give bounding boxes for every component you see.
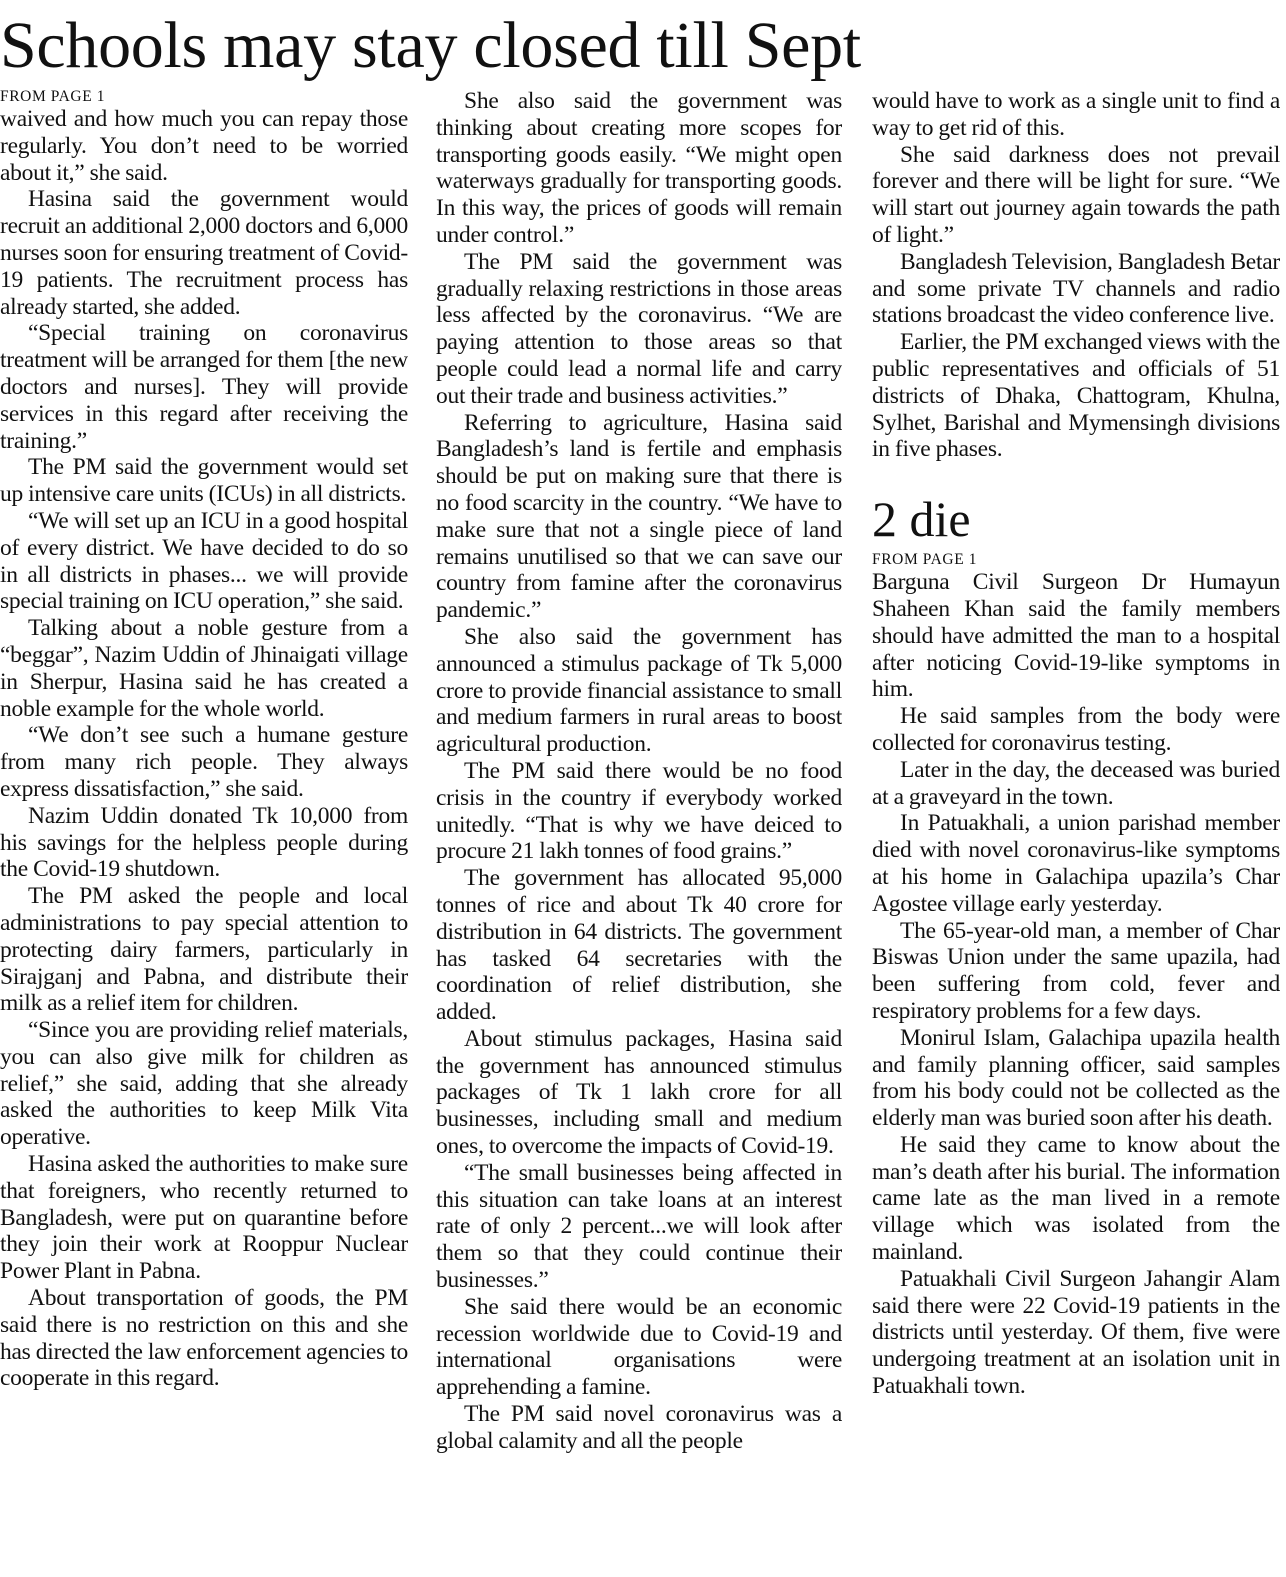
- article-paragraph: Nazim Uddin donated Tk 10,000 from his savings for the helpless people during the Covid-19 shutdown.: [0, 802, 408, 883]
- article-paragraph: Bangladesh Television, Bangladesh Betar and some private TV channels and radio stations broadcast the video conference live.: [872, 248, 1280, 329]
- article-paragraph: He said samples from the body were collected for coronavirus testing.: [872, 703, 1280, 756]
- article-paragraph: She said darkness does not prevail forever and there will be light for sure. “We will start out journey again towards the path of light.”: [872, 141, 1280, 248]
- article-paragraph: She also said the government has announced a stimulus package of Tk 5,000 crore to provide financial assistance to small and medium farmers in rural areas to boost agricultural production.: [436, 623, 842, 758]
- article-paragraph: Monirul Islam, Galachipa upazila health and family planning officer, said samples from his body could not be collected as the elderly man was buried soon after his death.: [872, 1024, 1280, 1132]
- page-headline: Schools may stay closed till Sept: [0, 9, 861, 82]
- article-paragraph: “Since you are providing relief materials, you can also give milk for children as relief,” she said, adding that she already asked the authorities to keep Milk Vita operative.: [0, 1017, 408, 1151]
- story-headline: 2 die: [872, 491, 971, 548]
- article-column-1: [0, 88, 408, 1577]
- article-paragraph: “Special training on coronavirus treatment will be arranged for them [the new doctors and nurses]. They will provide services in this regard after receiving the training.”: [0, 320, 408, 454]
- article-paragraph: Patuakhali Civil Surgeon Jahangir Alam said there were 22 Covid-19 patients in the districts until yesterday. Of them, five were undergoing treatment at an isolation unit in Patuakhali town.: [872, 1265, 1280, 1400]
- article-paragraph: The PM said there would be no food crisis in the country if everybody worked unitedly. “That is why we have deiced to procure 21 lakh tonnes of food grains.”: [436, 757, 842, 865]
- article-paragraph: would have to work as a single unit to find a way to get rid of this.: [872, 88, 1280, 141]
- article-paragraph: “We will set up an ICU in a good hospital of every district. We have decided to do so in all districts in phases... we will provide special training on ICU operation,” she said.: [0, 507, 408, 615]
- article-paragraph: About stimulus packages, Hasina said the government has announced stimulus packages of Tk 1 lakh crore for all businesses, including small and medium ones, to overcome the impacts of Covid-19.: [436, 1025, 842, 1160]
- article-paragraph: Hasina said the government would recruit an additional 2,000 doctors and 6,000 nurses soon for ensuring treatment of Covid-19 patients. The recruitment process has already started, she added.: [0, 186, 408, 320]
- article-paragraph: The PM said the government would set up intensive care units (ICUs) in all districts.: [0, 454, 408, 508]
- article-paragraph: She said there would be an economic recession worldwide due to Covid-19 and international organisations were apprehending a famine.: [436, 1293, 842, 1401]
- article-paragraph: Earlier, the PM exchanged views with the public representatives and officials of 51 districts of Dhaka, Chattogram, Khulna, Sylhet, Barishal and Mymensingh divisions in five phases.: [872, 329, 1280, 463]
- article-paragraph: Hasina asked the authorities to make sure that foreigners, who recently returned to Bangladesh, were put on quarantine before they join their work at Rooppur Nuclear Power Plant in Pabna.: [0, 1151, 408, 1285]
- article-paragraph: In Patuakhali, a union parishad member died with novel coronavirus-like symptoms at his home in Galachipa upazila’s Char Agostee village early yesterday.: [872, 810, 1280, 917]
- article-column-3: [872, 88, 1280, 1577]
- article-paragraph: The government has allocated 95,000 tonnes of rice and about Tk 40 crore for distribution in 64 districts. The government has tasked 64 secretaries with the coordination of relief distribution, she added.: [436, 865, 842, 1026]
- article-paragraph: Referring to agriculture, Hasina said Bangladesh’s land is fertile and emphasis should be put on making sure that there is no food scarcity in the country. “We have to make sure that not a single piece of land remains unutilised so that we can save our country from famine after the coronavirus pandemic.”: [436, 409, 842, 624]
- article-paragraph: Barguna Civil Surgeon Dr Humayun Shaheen Khan said the family members should have admitted the man to a hospital after noticing Covid-19-like symptoms in him.: [872, 569, 1280, 703]
- article-paragraph: Talking about a noble gesture from a “beggar”, Nazim Uddin of Jhinaigati village in Sherpur, Hasina said he has created a noble example for the whole world.: [0, 615, 408, 722]
- article-paragraph: The PM said the government was gradually relaxing restrictions in those areas less affected by the coronavirus. “We are paying attention to those areas so that people could lead a normal life and carry out their trade and business activities.”: [436, 248, 842, 409]
- article-paragraph: The 65-year-old man, a member of Char Biswas Union under the same upazila, had been suffering from cold, fever and respiratory problems for a few days.: [872, 917, 1280, 1024]
- article-paragraph: She also said the government was thinking about creating more scopes for transporting goods easily. “We might open waterways gradually for transporting goods. In this way, the prices of goods will remain under control.”: [436, 88, 842, 248]
- article-column-2: [436, 88, 842, 1577]
- article-paragraph: The PM said novel coronavirus was a global calamity and all the people: [436, 1401, 842, 1454]
- article-paragraph: About transportation of goods, the PM said there is no restriction on this and she has directed the law enforcement agencies to cooperate in this regard.: [0, 1285, 408, 1392]
- article-paragraph: “The small businesses being affected in this situation can take loans at an interest rate of only 2 percent...we will look after them so that they could continue their businesses.”: [436, 1159, 842, 1294]
- article-paragraph: Later in the day, the deceased was buried at a graveyard in the town.: [872, 756, 1280, 810]
- continuation-kicker: FROM PAGE 1: [0, 88, 106, 105]
- article-paragraph: The PM asked the people and local administrations to pay special attention to protecting dairy farmers, particularly in Sirajganj and Pabna, and distribute their milk as a relief item for children.: [0, 883, 408, 1017]
- article-paragraph: “We don’t see such a humane gesture from many rich people. They always express dissatisfaction,” she said.: [0, 722, 408, 802]
- article-paragraph: waived and how much you can repay those regularly. You don’t need to be worried about it,” she said.: [0, 106, 408, 186]
- article-paragraph: He said they came to know about the man’s death after his burial. The information came late as the man lived in a remote village which was isolated from the mainland.: [872, 1131, 1280, 1266]
- continuation-kicker: FROM PAGE 1: [872, 551, 978, 569]
